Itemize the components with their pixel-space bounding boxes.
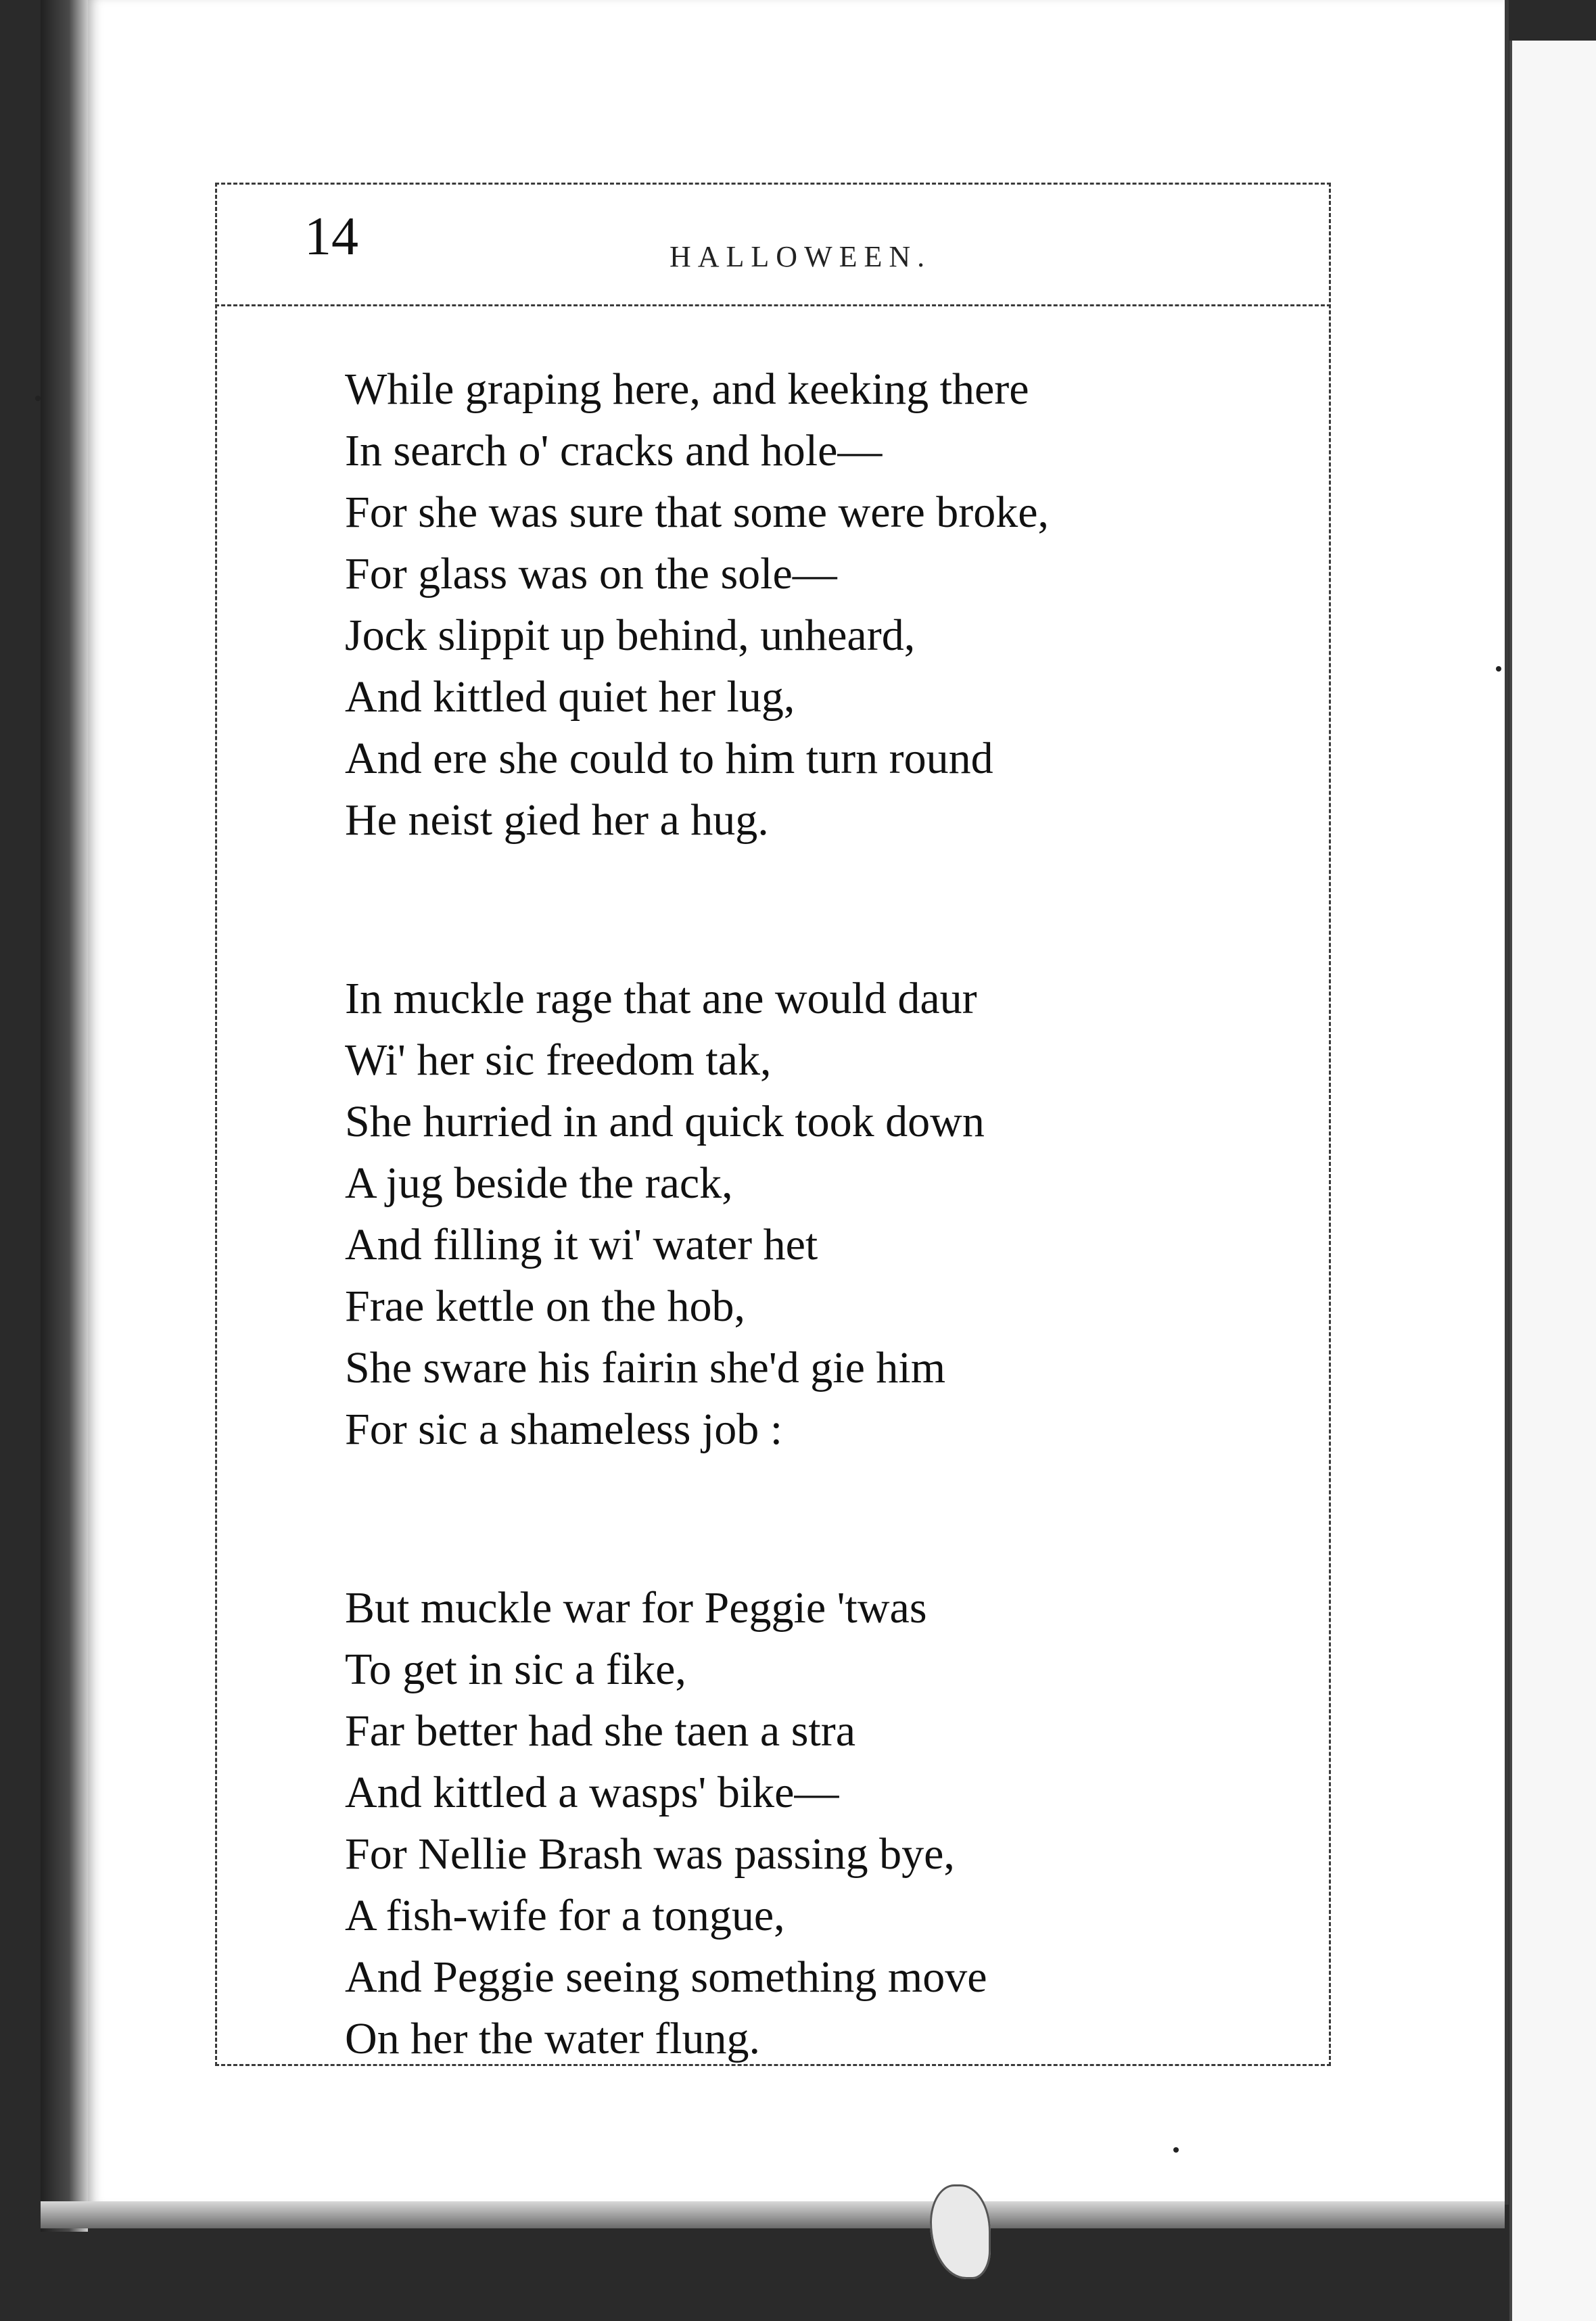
- poem-line: Far better had she taen a stra: [345, 1706, 856, 1756]
- poem-line: And Peggie seeing something move: [345, 1952, 987, 2002]
- scan-speck: [35, 396, 41, 401]
- poem-line: For she was sure that some were broke,: [345, 488, 1050, 537]
- facing-page-edge: [1509, 41, 1596, 2321]
- poem-line: And filling it wi' water het: [345, 1220, 818, 1269]
- header-divider: [215, 304, 1331, 306]
- poem-line: But muckle war for Peggie 'twas: [345, 1583, 927, 1633]
- page-number: 14: [304, 207, 358, 266]
- poem-line: For Nellie Brash was passing bye,: [345, 1829, 955, 1879]
- poem-line: A jug beside the rack,: [345, 1158, 733, 1208]
- stanza: [345, 1577, 1292, 2069]
- poem-body: [345, 358, 1292, 2069]
- scan-speck: [1496, 666, 1501, 672]
- poem-line: And kittled a wasps' bike—: [345, 1768, 839, 1817]
- poem-line: For sic a shameless job :: [345, 1405, 783, 1454]
- poem-line: To get in sic a fike,: [345, 1645, 686, 1694]
- book-spine-shadow: [41, 0, 88, 2232]
- page-bottom-edge: [41, 2201, 1505, 2228]
- poem-line: And kittled quiet her lug,: [345, 672, 795, 722]
- stanza: [345, 968, 1292, 1460]
- poem-line: For glass was on the sole—: [345, 549, 837, 599]
- poem-line: Wi' her sic freedom tak,: [345, 1035, 772, 1085]
- poem-line: And ere she could to him turn round: [345, 734, 993, 783]
- stanza: [345, 358, 1292, 851]
- poem-line: While graping here, and keeking there: [345, 365, 1029, 414]
- running-head: HALLOWEEN.: [670, 240, 932, 273]
- poem-line: Frae kettle on the hob,: [345, 1282, 746, 1331]
- poem-line: In muckle rage that ane would daur: [345, 974, 977, 1023]
- poem-line: In search o' cracks and hole—: [345, 426, 883, 475]
- poem-line: A fish-wife for a tongue,: [345, 1891, 785, 1940]
- poem-line: She sware his fairin she'd gie him: [345, 1343, 946, 1392]
- poem-line: On her the water flung.: [345, 2014, 760, 2063]
- poem-line: Jock slippit up behind, unheard,: [345, 611, 916, 660]
- poem-line: She hurried in and quick took down: [345, 1097, 985, 1146]
- scan-speck: [1173, 2147, 1179, 2153]
- poem-line: He neist gied her a hug.: [345, 795, 769, 845]
